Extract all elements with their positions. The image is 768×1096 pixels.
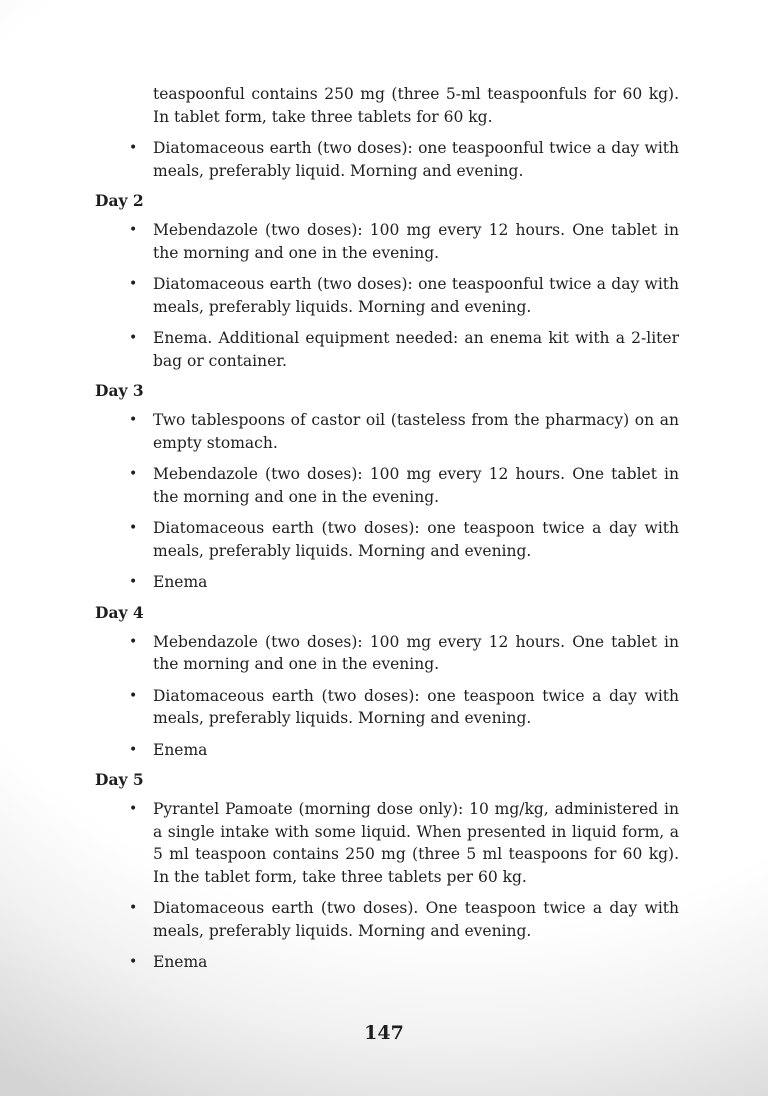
- list-item: [95, 137, 679, 182]
- bullet-icon: •: [129, 801, 138, 817]
- list-item: [95, 897, 679, 942]
- list-item: [95, 951, 679, 974]
- list-item-text: Enema: [153, 953, 208, 971]
- bullet-icon: •: [129, 330, 138, 346]
- day-section-2: [95, 191, 679, 372]
- list-item-text: Mebendazole (two doses): 100 mg every 12 hours. One tablet in the morning and one in the evening.: [153, 221, 679, 262]
- lead-bullet-list: [95, 137, 679, 182]
- day-bullet-list: [95, 409, 679, 594]
- day-bullet-list: [95, 631, 679, 762]
- day-section-3: [95, 381, 679, 594]
- day-section-4: [95, 603, 679, 762]
- list-item-text: Pyrantel Pamoate (morning dose only): 10 mg/kg, administered in a single intake with some liquid. When presented in liquid form, a 5 ml teaspoon contains 250 mg (three 5 ml teaspoons for 60 kg). In the tablet form, take three tablets per 60 kg.: [153, 800, 679, 886]
- list-item: [95, 273, 679, 318]
- day-bullet-list: [95, 798, 679, 974]
- list-item-text: Enema: [153, 573, 208, 591]
- bullet-icon: •: [129, 741, 138, 758]
- list-item: [95, 219, 679, 264]
- list-item-text: Mebendazole (two doses): 100 mg every 12 hours. One tablet in the morning and one in the evening.: [153, 465, 679, 506]
- bullet-icon: •: [129, 276, 138, 292]
- bullet-icon: •: [129, 412, 138, 428]
- list-item: [95, 409, 679, 454]
- page-number: 147: [364, 1022, 404, 1044]
- list-item-text: Diatomaceous earth (two doses). One teaspoon twice a day with meals, preferably liquids. Morning and evening.: [153, 899, 679, 940]
- day-heading: Day 3: [95, 381, 144, 400]
- bullet-icon: •: [129, 520, 138, 536]
- list-item-text: Enema: [153, 740, 208, 759]
- day-bullet-list: [95, 219, 679, 372]
- list-item: [95, 517, 679, 562]
- bullet-icon: •: [129, 140, 138, 156]
- bullet-icon: •: [129, 633, 138, 650]
- list-item: [95, 685, 679, 730]
- bullet-icon: •: [129, 574, 138, 590]
- bullet-icon: •: [129, 900, 138, 916]
- continued-paragraph: teaspoonful contains 250 mg (three 5-ml teaspoonfuls for 60 kg). In tablet form, take three tablets for 60 kg.: [153, 85, 679, 126]
- list-item: [95, 631, 679, 676]
- bullet-icon: •: [129, 687, 138, 704]
- bullet-icon: •: [129, 954, 138, 970]
- day-section-5: [95, 770, 679, 974]
- list-item-text: Two tablespoons of castor oil (tasteless from the pharmacy) on an empty stomach.: [153, 411, 679, 452]
- list-item: [95, 739, 679, 762]
- list-item-text: Diatomaceous earth (two doses): one teaspoonful twice a day with meals, preferably liquids. Morning and evening.: [153, 275, 679, 316]
- list-item-text: Mebendazole (two doses): 100 mg every 12 hours. One tablet in the morning and one in the evening.: [153, 632, 679, 673]
- list-item: [95, 327, 679, 372]
- day-heading: Day 5: [95, 770, 144, 789]
- page-content: [95, 83, 679, 983]
- day-heading: Day 4: [95, 602, 144, 622]
- list-item: [95, 798, 679, 888]
- list-item-text: Diatomaceous earth (two doses): one teaspoon twice a day with meals, preferably liquids. Morning and evening.: [153, 686, 679, 727]
- list-item-text: Diatomaceous earth (two doses): one teaspoonful twice a day with meals, preferably liquid. Morning and evening.: [153, 139, 679, 180]
- list-item-text: Diatomaceous earth (two doses): one teaspoon twice a day with meals, preferably liquids. Morning and evening.: [153, 519, 679, 560]
- bullet-icon: •: [129, 466, 138, 482]
- bullet-icon: •: [129, 222, 138, 238]
- list-item: [95, 463, 679, 508]
- list-item-text: Enema. Additional equipment needed: an enema kit with a 2-liter bag or container.: [153, 329, 679, 370]
- list-item: [95, 571, 679, 594]
- day-heading: Day 2: [95, 191, 144, 210]
